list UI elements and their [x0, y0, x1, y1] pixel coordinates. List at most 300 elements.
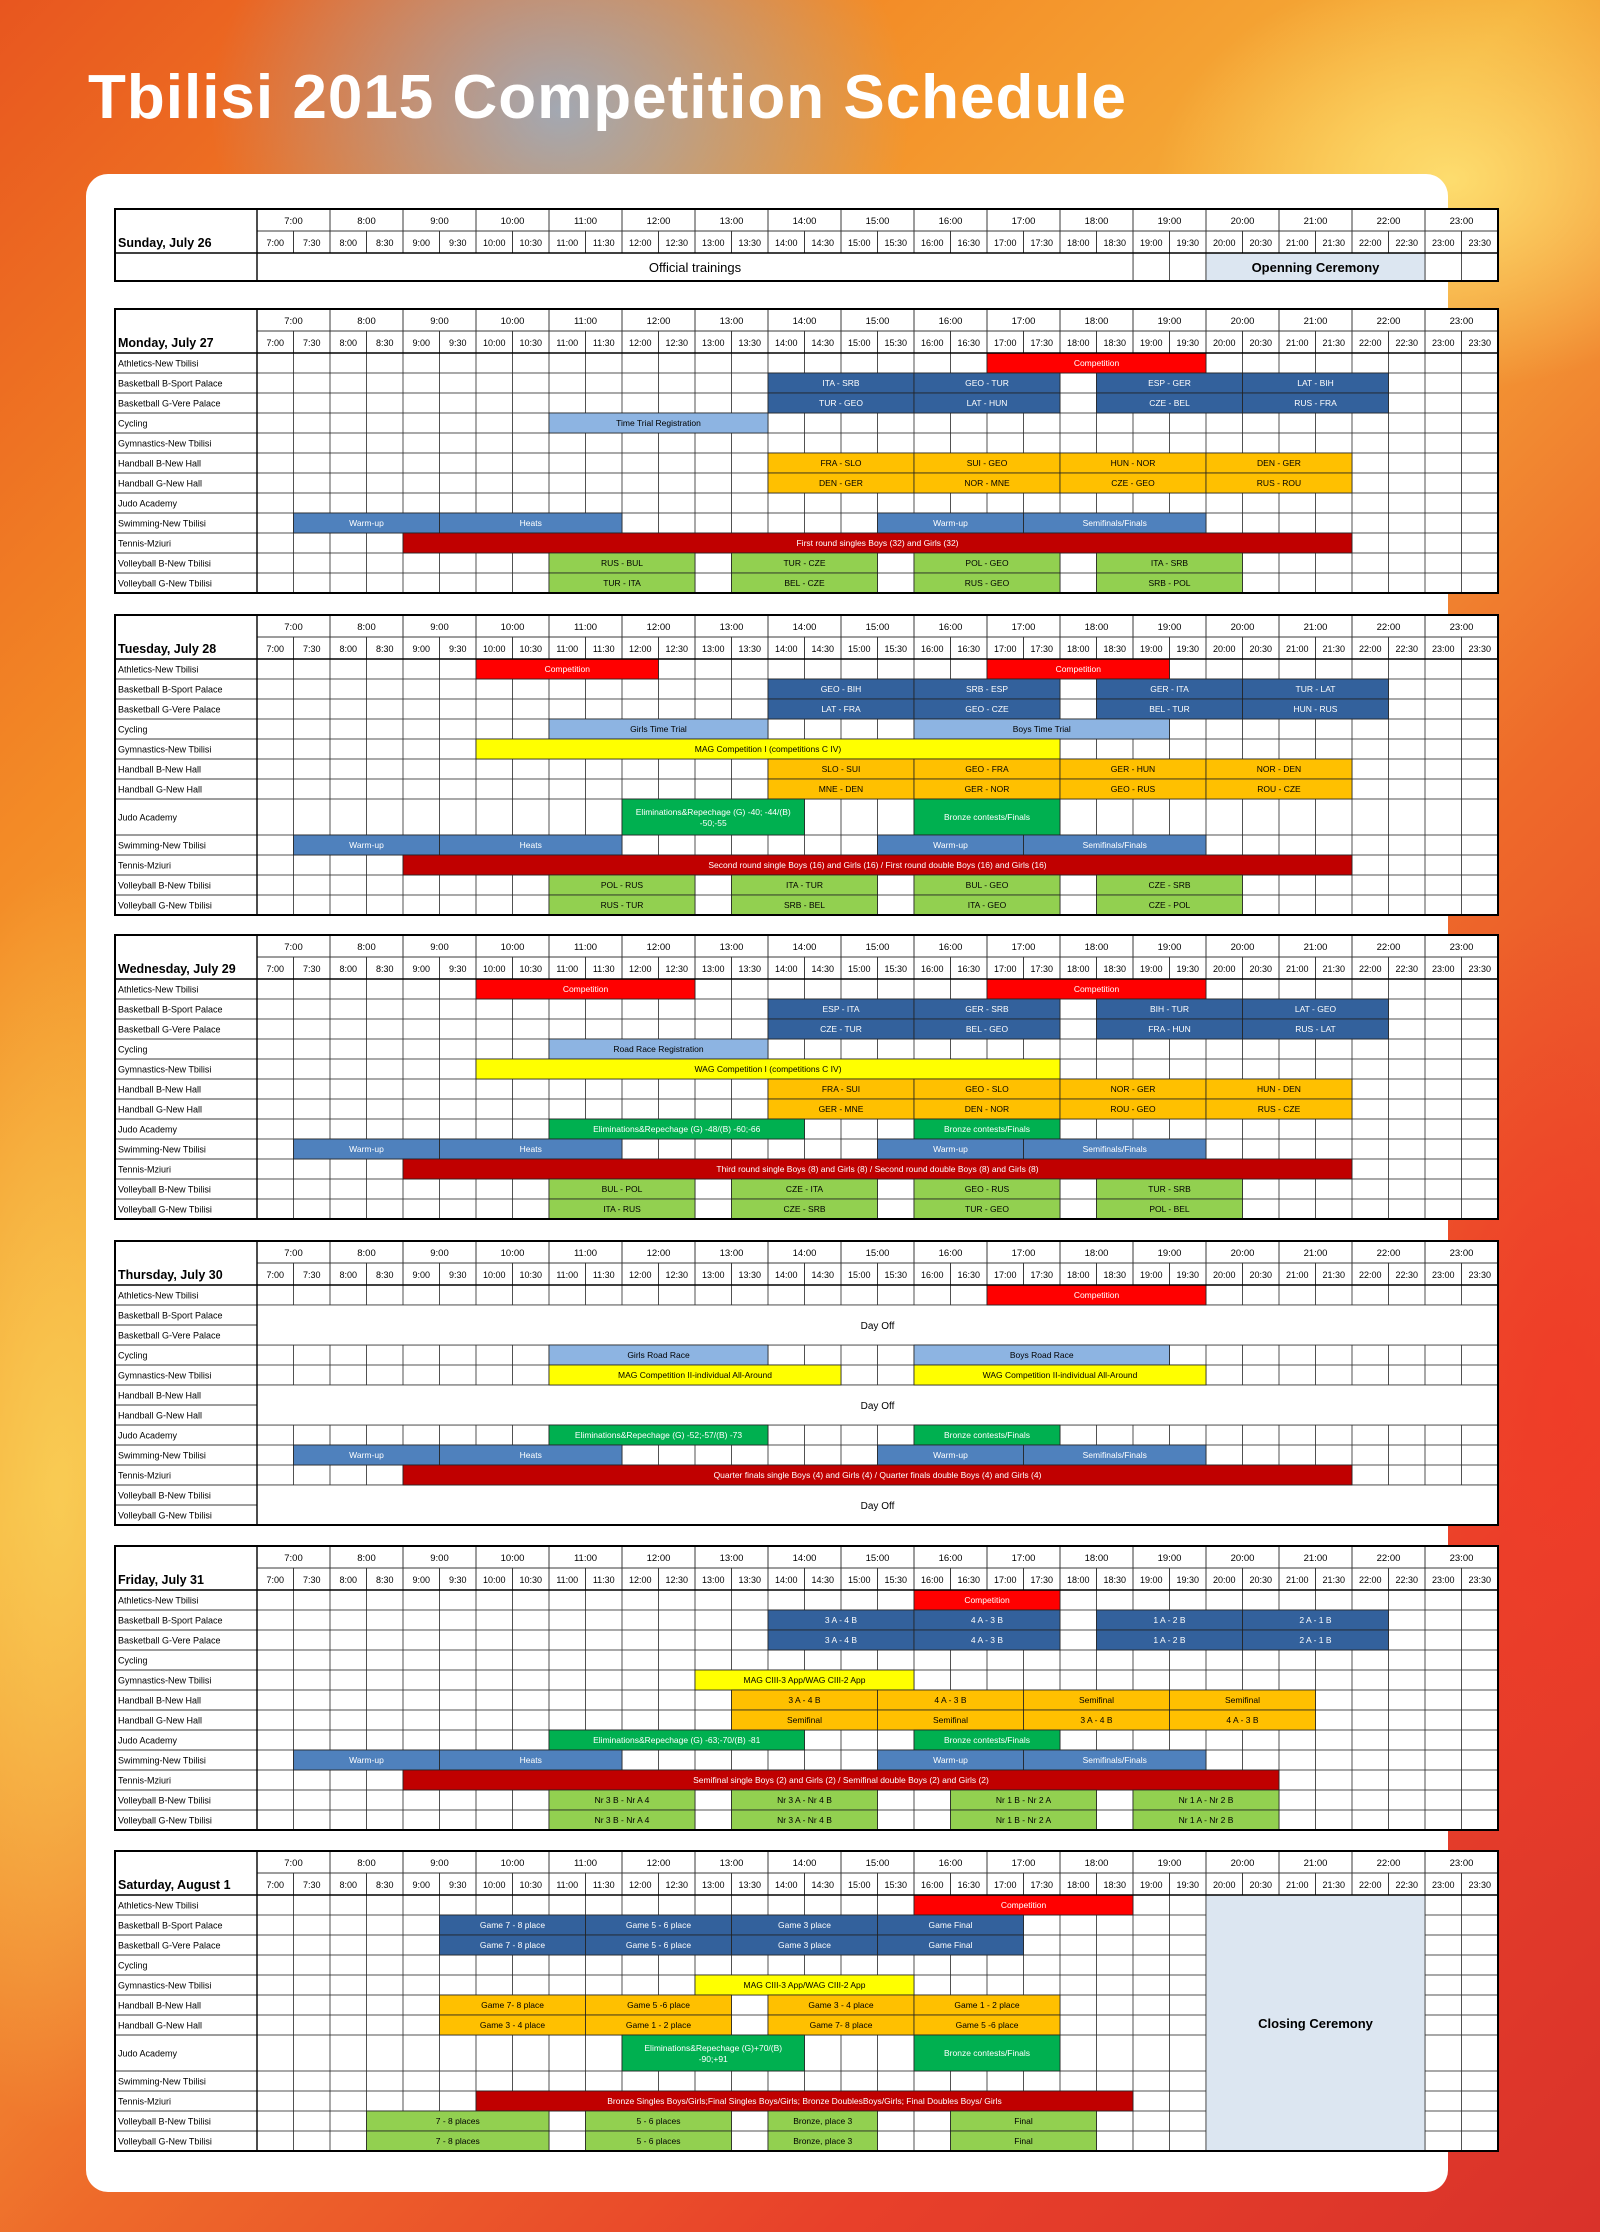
event-label: BEL - GEO — [965, 1024, 1009, 1035]
event-label: SRB - POL — [1148, 578, 1191, 589]
halfhour-header: 9:00 — [412, 644, 431, 654]
halfhour-header: 7:30 — [302, 644, 321, 654]
hour-header: 22:00 — [1376, 216, 1401, 227]
hour-header: 23:00 — [1449, 1248, 1474, 1259]
schedule-grid — [114, 308, 1499, 594]
venue-label: Gymnastics-New Tbilisi — [118, 1675, 212, 1686]
event-label: BUL - GEO — [965, 880, 1009, 891]
halfhour-header: 21:00 — [1285, 964, 1309, 974]
hour-header: 20:00 — [1230, 1858, 1255, 1869]
venue-label: Swimming-New Tbilisi — [118, 1755, 206, 1766]
venue-label: Athletics-New Tbilisi — [118, 1900, 199, 1911]
halfhour-header: 20:30 — [1249, 644, 1273, 654]
hour-header: 11:00 — [573, 622, 598, 633]
hour-header: 17:00 — [1011, 622, 1036, 633]
day-label: Monday, July 27 — [118, 336, 214, 350]
venue-label: Tennis-Mziuri — [118, 1164, 172, 1175]
event-label: 2 A - 1 B — [1299, 1615, 1332, 1626]
hour-header: 15:00 — [865, 216, 890, 227]
halfhour-header: 9:00 — [412, 1880, 431, 1890]
event-label: GER - ITA — [1150, 684, 1189, 695]
venue-label: Basketball B-Sport Palace — [118, 684, 223, 695]
halfhour-header: 13:00 — [701, 644, 725, 654]
hour-header: 20:00 — [1230, 1553, 1255, 1564]
halfhour-header: 21:30 — [1322, 964, 1346, 974]
hour-header: 11:00 — [573, 1858, 598, 1869]
hour-header: 22:00 — [1376, 622, 1401, 633]
event-label: 4 A - 3 B — [934, 1695, 967, 1706]
halfhour-header: 7:00 — [266, 1270, 285, 1280]
event-label: LAT - FRA — [821, 704, 861, 715]
event-label: Nr 3 B - Nr A 4 — [594, 1815, 650, 1826]
halfhour-header: 8:00 — [339, 1575, 358, 1585]
hour-header: 19:00 — [1157, 1858, 1182, 1869]
halfhour-header: 23:00 — [1431, 1575, 1455, 1585]
venue-label: Basketball B-Sport Palace — [118, 378, 223, 389]
halfhour-header: 18:00 — [1066, 964, 1090, 974]
hour-header: 18:00 — [1084, 942, 1109, 953]
event-label: Eliminations&Repechage (G) -63;-70/(B) -81 — [593, 1735, 761, 1746]
event-label: Competition — [1073, 358, 1120, 369]
venue-label: Volleyball B-New Tbilisi — [118, 880, 211, 891]
event-label: ITA - SRB — [822, 378, 860, 389]
venue-label: Basketball G-Vere Palace — [118, 1940, 221, 1951]
hour-header: 19:00 — [1157, 316, 1182, 327]
event-label: MAG CIII-3 App/WAG CIII-2 App — [743, 1980, 866, 1991]
event-label: LAT - HUN — [966, 398, 1008, 409]
halfhour-header: 10:30 — [519, 238, 543, 248]
halfhour-header: 16:30 — [957, 1270, 981, 1280]
hour-header: 17:00 — [1011, 1858, 1036, 1869]
event-label: DEN - GER — [819, 478, 863, 489]
event-label: POL - RUS — [600, 880, 644, 891]
hour-header: 16:00 — [938, 622, 963, 633]
event-label: ESP - GER — [1148, 378, 1191, 389]
event-label: Semifinals/Finals — [1082, 840, 1147, 851]
hour-header: 19:00 — [1157, 942, 1182, 953]
venue-label: Gymnastics-New Tbilisi — [118, 744, 212, 755]
halfhour-header: 19:00 — [1139, 1880, 1163, 1890]
event-label: SLO - SUI — [821, 764, 861, 775]
halfhour-header: 18:30 — [1103, 644, 1127, 654]
venue-label: Judo Academy — [118, 498, 178, 509]
event-label: Heats — [519, 1144, 542, 1155]
event-label: CZE - POL — [1148, 900, 1191, 911]
halfhour-header: 13:00 — [701, 964, 725, 974]
event-label: 5 - 6 places — [636, 2136, 681, 2147]
halfhour-header: 19:00 — [1139, 1575, 1163, 1585]
halfhour-header: 21:00 — [1285, 1575, 1309, 1585]
hour-header: 18:00 — [1084, 1858, 1109, 1869]
hour-header: 13:00 — [719, 1553, 744, 1564]
halfhour-header: 16:30 — [957, 644, 981, 654]
event-label: Eliminations&Repechage (G)+70/(B) — [644, 2043, 783, 2053]
day-label: Saturday, August 1 — [118, 1878, 231, 1892]
event-label: ITA - RUS — [603, 1204, 641, 1215]
halfhour-header: 8:30 — [375, 338, 394, 348]
halfhour-header: 11:00 — [556, 338, 579, 348]
event-label: Heats — [519, 1755, 542, 1766]
hour-header: 15:00 — [865, 316, 890, 327]
event-label: GEO - SLO — [965, 1084, 1009, 1095]
halfhour-header: 12:00 — [628, 238, 652, 248]
halfhour-header: 23:00 — [1431, 238, 1455, 248]
halfhour-header: 18:00 — [1066, 1880, 1090, 1890]
hour-header: 8:00 — [357, 942, 376, 953]
halfhour-header: 18:00 — [1066, 238, 1090, 248]
hour-header: 14:00 — [792, 942, 817, 953]
halfhour-header: 17:30 — [1030, 1270, 1054, 1280]
halfhour-header: 16:00 — [920, 644, 944, 654]
halfhour-header: 13:30 — [738, 1880, 762, 1890]
venue-label: Gymnastics-New Tbilisi — [118, 1370, 212, 1381]
event-label: Competition — [1055, 664, 1101, 675]
venue-label: Tennis-Mziuri — [118, 1775, 172, 1786]
hour-header: 7:00 — [284, 1858, 303, 1869]
hour-header: 17:00 — [1011, 316, 1036, 327]
halfhour-header: 12:30 — [665, 964, 689, 974]
halfhour-header: 7:30 — [302, 1880, 321, 1890]
hour-header: 7:00 — [284, 216, 303, 227]
venue-label: Swimming-New Tbilisi — [118, 1144, 206, 1155]
halfhour-header: 19:30 — [1176, 644, 1200, 654]
event-label: Game 5 - 6 place — [625, 1940, 692, 1951]
halfhour-header: 17:30 — [1030, 238, 1054, 248]
halfhour-header: 23:00 — [1431, 964, 1455, 974]
event-label: RUS - ROU — [1256, 478, 1302, 489]
halfhour-header: 8:00 — [339, 644, 358, 654]
hour-header: 18:00 — [1084, 316, 1109, 327]
halfhour-header: 10:00 — [482, 964, 506, 974]
event-label: -50;-55 — [699, 818, 727, 828]
event-label: Nr 1 A - Nr 2 B — [1178, 1815, 1234, 1826]
hour-header: 11:00 — [573, 216, 598, 227]
halfhour-header: 8:00 — [339, 1270, 358, 1280]
halfhour-header: 18:00 — [1066, 644, 1090, 654]
hour-header: 18:00 — [1084, 1553, 1109, 1564]
hour-header: 10:00 — [500, 1553, 525, 1564]
event-label: Semifinal — [933, 1715, 968, 1726]
venue-label: Gymnastics-New Tbilisi — [118, 438, 212, 449]
venue-label: Athletics-New Tbilisi — [118, 358, 199, 369]
halfhour-header: 13:30 — [738, 338, 762, 348]
venue-label: Basketball G-Vere Palace — [118, 398, 221, 409]
event-label: SUI - GEO — [966, 458, 1008, 469]
halfhour-header: 16:00 — [920, 338, 944, 348]
halfhour-header: 10:30 — [519, 964, 543, 974]
event-label: CZE - SRB — [783, 1204, 826, 1215]
halfhour-header: 18:00 — [1066, 1270, 1090, 1280]
event-label: ROU - CZE — [1257, 784, 1301, 795]
halfhour-header: 16:00 — [920, 1575, 944, 1585]
event-label: Game 5 -6 place — [627, 2000, 690, 2011]
hour-header: 20:00 — [1230, 1248, 1255, 1259]
event-label: LAT - BIH — [1297, 378, 1334, 389]
hour-header: 11:00 — [573, 1553, 598, 1564]
event-label: TUR - SRB — [1148, 1184, 1191, 1195]
halfhour-header: 8:30 — [375, 644, 394, 654]
venue-label: Cycling — [118, 1350, 148, 1361]
event-label: Semifinal single Boys (2) and Girls (2) / Semifinal double Boys (2) and Girls (2) — [693, 1775, 989, 1786]
hour-header: 21:00 — [1303, 1858, 1328, 1869]
event-label: Heats — [519, 840, 542, 851]
venue-label: Handball G-New Hall — [118, 478, 203, 489]
hour-header: 10:00 — [500, 316, 525, 327]
halfhour-header: 14:00 — [774, 1880, 798, 1890]
event-label: Bronze contests/Finals — [944, 1430, 1030, 1441]
halfhour-header: 15:30 — [884, 1880, 908, 1890]
event-label: CZE - TUR — [820, 1024, 862, 1035]
halfhour-header: 17:00 — [993, 644, 1017, 654]
halfhour-header: 11:30 — [592, 644, 615, 654]
event-label: Nr 1 B - Nr 2 A — [995, 1815, 1052, 1826]
day-label: Wednesday, July 29 — [118, 962, 236, 976]
halfhour-header: 20:00 — [1212, 1880, 1236, 1890]
halfhour-header: 9:30 — [448, 1880, 467, 1890]
hour-header: 7:00 — [284, 622, 303, 633]
event-label: SRB - BEL — [783, 900, 826, 911]
halfhour-header: 9:00 — [412, 964, 431, 974]
day-label: Sunday, July 26 — [118, 236, 212, 250]
halfhour-header: 13:00 — [701, 1575, 725, 1585]
venue-label: Tennis-Mziuri — [118, 1470, 172, 1481]
hour-header: 23:00 — [1449, 1553, 1474, 1564]
event-label: Competition — [1000, 1900, 1047, 1911]
event-label: Game 7- 8 place — [809, 2020, 873, 2031]
halfhour-header: 10:30 — [519, 1880, 543, 1890]
venue-label: Basketball B-Sport Palace — [118, 1310, 223, 1321]
hour-header: 22:00 — [1376, 1858, 1401, 1869]
day-label: Tuesday, July 28 — [118, 642, 217, 656]
event-label: NOR - MNE — [964, 478, 1010, 489]
event-label: 4 A - 3 B — [970, 1635, 1004, 1646]
venue-label: Volleyball G-New Tbilisi — [118, 1204, 212, 1215]
event-label: Game Final — [928, 1940, 973, 1951]
halfhour-header: 7:00 — [266, 238, 285, 248]
event-label: MAG Competition I (competitions C IV) — [694, 744, 842, 755]
hour-header: 21:00 — [1303, 1248, 1328, 1259]
halfhour-header: 14:30 — [811, 1270, 835, 1280]
event-label: Warm-up — [349, 1450, 384, 1461]
halfhour-header: 9:30 — [448, 338, 467, 348]
event-label: Semifinal — [1079, 1695, 1114, 1706]
event-label: Bronze, place 3 — [793, 2136, 853, 2147]
halfhour-header: 7:30 — [302, 238, 321, 248]
hour-header: 15:00 — [865, 622, 890, 633]
venue-label: Judo Academy — [118, 812, 178, 823]
event-label: Semifinal — [1225, 1695, 1260, 1706]
event-label: GEO - TUR — [965, 378, 1009, 389]
event-label: Official trainings — [648, 260, 742, 275]
event-label: Warm-up — [933, 1450, 968, 1461]
halfhour-header: 23:00 — [1431, 644, 1455, 654]
halfhour-header: 19:00 — [1139, 338, 1163, 348]
halfhour-header: 23:30 — [1468, 238, 1492, 248]
halfhour-header: 11:30 — [592, 238, 615, 248]
event-label: Game 7 - 8 place — [479, 1940, 546, 1951]
venue-label: Basketball B-Sport Palace — [118, 1004, 223, 1015]
halfhour-header: 12:00 — [628, 1575, 652, 1585]
venue-label: Volleyball B-New Tbilisi — [118, 1184, 211, 1195]
venue-label: Handball G-New Hall — [118, 1715, 203, 1726]
halfhour-header: 13:00 — [701, 1270, 725, 1280]
halfhour-header: 14:30 — [811, 238, 835, 248]
hour-header: 19:00 — [1157, 622, 1182, 633]
event-label: Final — [1014, 2116, 1033, 2127]
halfhour-header: 22:00 — [1358, 238, 1382, 248]
halfhour-header: 22:30 — [1395, 1575, 1419, 1585]
halfhour-header: 7:30 — [302, 1270, 321, 1280]
halfhour-header: 14:00 — [774, 644, 798, 654]
halfhour-header: 12:30 — [665, 1880, 689, 1890]
halfhour-header: 23:30 — [1468, 1270, 1492, 1280]
halfhour-header: 20:00 — [1212, 238, 1236, 248]
event-label: Time Trial Registration — [616, 418, 701, 429]
halfhour-header: 14:00 — [774, 238, 798, 248]
halfhour-header: 23:30 — [1468, 644, 1492, 654]
hour-header: 10:00 — [500, 622, 525, 633]
halfhour-header: 19:00 — [1139, 644, 1163, 654]
halfhour-header: 10:00 — [482, 1575, 506, 1585]
event-label: Second round single Boys (16) and Girls (16) / First round double Boys (16) and Girls (16) — [708, 860, 1047, 871]
event-label: 1 A - 2 B — [1153, 1635, 1186, 1646]
halfhour-header: 15:30 — [884, 644, 908, 654]
event-label: Nr 3 A - Nr 4 B — [777, 1795, 832, 1806]
venue-label: Gymnastics-New Tbilisi — [118, 1064, 212, 1075]
halfhour-header: 16:30 — [957, 964, 981, 974]
event-label: GEO - RUS — [964, 1184, 1010, 1195]
hour-header: 18:00 — [1084, 216, 1109, 227]
hour-header: 8:00 — [357, 1553, 376, 1564]
halfhour-header: 16:00 — [920, 964, 944, 974]
event-label: FRA - SUI — [821, 1084, 861, 1095]
halfhour-header: 11:00 — [556, 964, 579, 974]
venue-label: Gymnastics-New Tbilisi — [118, 1980, 212, 1991]
event-label: 3 A - 4 B — [824, 1635, 858, 1646]
halfhour-header: 17:00 — [993, 964, 1017, 974]
event-label: Bronze contests/Finals — [944, 1124, 1030, 1135]
halfhour-header: 20:00 — [1212, 964, 1236, 974]
event-block — [622, 2035, 805, 2071]
event-label: Game 3 place — [778, 1920, 831, 1931]
schedule-grid — [114, 934, 1499, 1220]
halfhour-header: 22:00 — [1358, 1880, 1382, 1890]
day-block-monday-july-27 — [114, 308, 1501, 594]
event-label: Game 3 - 4 place — [479, 2020, 546, 2031]
event-label: 3 A - 4 B — [824, 1615, 858, 1626]
halfhour-header: 19:00 — [1139, 964, 1163, 974]
hour-header: 16:00 — [938, 1248, 963, 1259]
event-label: GER - SRB — [965, 1004, 1009, 1015]
event-label: 7 - 8 places — [435, 2136, 480, 2147]
hour-header: 16:00 — [938, 316, 963, 327]
event-label: Game 5 - 6 place — [625, 1920, 692, 1931]
hour-header: 7:00 — [284, 316, 303, 327]
event-label: GER - NOR — [964, 784, 1010, 795]
halfhour-header: 21:30 — [1322, 1270, 1346, 1280]
hour-header: 18:00 — [1084, 622, 1109, 633]
venue-label: Tennis-Mziuri — [118, 860, 172, 871]
halfhour-header: 23:30 — [1468, 1575, 1492, 1585]
event-label: TUR - GEO — [965, 1204, 1009, 1215]
hour-header: 11:00 — [573, 942, 598, 953]
halfhour-header: 20:30 — [1249, 1575, 1273, 1585]
venue-label: Athletics-New Tbilisi — [118, 1290, 199, 1301]
event-label: 3 A - 4 B — [1080, 1715, 1113, 1726]
event-label: Third round single Boys (8) and Girls (8) / Second round double Boys (8) and Girls (8) — [716, 1164, 1039, 1175]
halfhour-header: 8:30 — [375, 1575, 394, 1585]
venue-label: Volleyball B-New Tbilisi — [118, 1795, 211, 1806]
event-label: POL - BEL — [1149, 1204, 1190, 1215]
hour-header: 9:00 — [430, 1553, 449, 1564]
venue-label: Handball B-New Hall — [118, 458, 202, 469]
venue-label: Tennis-Mziuri — [118, 2096, 172, 2107]
halfhour-header: 8:30 — [375, 1270, 394, 1280]
venue-label: Handball G-New Hall — [118, 1410, 203, 1421]
venue-label: Volleyball G-New Tbilisi — [118, 1510, 212, 1521]
halfhour-header: 17:00 — [993, 1880, 1017, 1890]
halfhour-header: 17:30 — [1030, 964, 1054, 974]
halfhour-header: 19:00 — [1139, 238, 1163, 248]
halfhour-header: 12:30 — [665, 1270, 689, 1280]
halfhour-header: 8:00 — [339, 964, 358, 974]
halfhour-header: 20:00 — [1212, 1575, 1236, 1585]
halfhour-header: 19:00 — [1139, 1270, 1163, 1280]
halfhour-header: 19:30 — [1176, 964, 1200, 974]
halfhour-header: 10:00 — [482, 1880, 506, 1890]
venue-label: Handball B-New Hall — [118, 1695, 202, 1706]
halfhour-header: 16:00 — [920, 1880, 944, 1890]
hour-header: 21:00 — [1303, 622, 1328, 633]
halfhour-header: 20:00 — [1212, 338, 1236, 348]
event-label: ITA - SRB — [1150, 558, 1189, 569]
hour-header: 20:00 — [1230, 942, 1255, 953]
venue-label: Volleyball G-New Tbilisi — [118, 1815, 212, 1826]
halfhour-header: 16:30 — [957, 1880, 981, 1890]
halfhour-header: 12:30 — [665, 238, 689, 248]
halfhour-header: 14:00 — [774, 964, 798, 974]
event-label: BIH - TUR — [1149, 1004, 1190, 1015]
event-label: Heats — [519, 518, 542, 529]
halfhour-header: 12:30 — [665, 1575, 689, 1585]
hour-header: 10:00 — [500, 216, 525, 227]
hour-header: 20:00 — [1230, 622, 1255, 633]
event-label: Bronze contests/Finals — [944, 812, 1030, 823]
day-block-wednesday-july-29 — [114, 934, 1501, 1220]
hour-header: 10:00 — [500, 942, 525, 953]
halfhour-header: 12:00 — [628, 1270, 652, 1280]
halfhour-header: 7:30 — [302, 338, 321, 348]
event-label: DEN - GER — [1257, 458, 1301, 469]
event-label: 3 A - 4 B — [788, 1695, 821, 1706]
event-label: Competition — [1073, 984, 1120, 995]
halfhour-header: 21:00 — [1285, 238, 1309, 248]
event-label: Nr 1 A - Nr 2 B — [1178, 1795, 1234, 1806]
event-label: Warm-up — [933, 1144, 968, 1155]
hour-header: 11:00 — [573, 316, 598, 327]
halfhour-header: 8:30 — [375, 1880, 394, 1890]
halfhour-header: 20:30 — [1249, 338, 1273, 348]
event-label: GEO - FRA — [965, 764, 1009, 775]
venue-label: Judo Academy — [118, 2048, 178, 2059]
venue-label: Cycling — [118, 1044, 148, 1055]
venue-label: Athletics-New Tbilisi — [118, 664, 199, 675]
event-label: MAG Competition II-individual All-Around — [617, 1370, 773, 1381]
event-block — [622, 799, 805, 835]
hour-header: 23:00 — [1449, 316, 1474, 327]
halfhour-header: 11:00 — [556, 1880, 579, 1890]
hour-header: 16:00 — [938, 1553, 963, 1564]
